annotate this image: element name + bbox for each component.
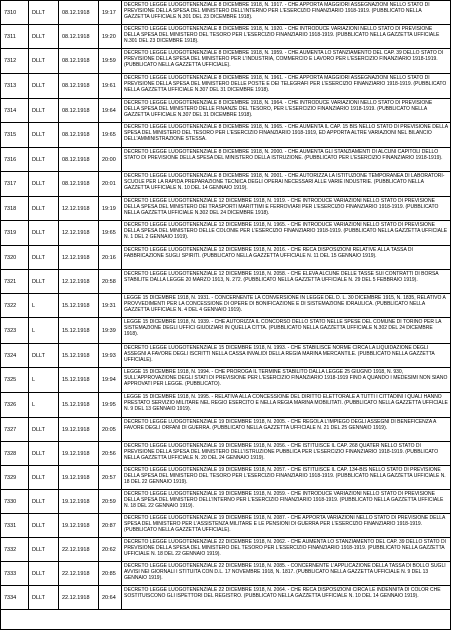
act-type: DLLT <box>29 221 59 245</box>
act-date: 19.12.1918 <box>59 466 99 489</box>
table-row <box>1 514 450 538</box>
act-code: 19:93 <box>99 344 122 367</box>
act-code: 19:61 <box>99 74 122 98</box>
act-type: DLLT <box>29 270 59 293</box>
table-row <box>1 172 450 197</box>
act-description: DECRETO LEGGE LUOGOTENENZIALE 8 DICEMBRE 1918, N. 1965. - CHE AUMENTA IL CAP. 15 BIS NELLO STATO DI PREVISIONE DELLA SPESA DEL MINISTERO DEL TESORO PER L'ESERCIZIO FINANZIARIO 1918-1919, ED APPORTA ALTRE VARIAZIONI NEL BILANCIO DELL'AMMINISTRAZIONE STESSA. <box>124 124 448 142</box>
act-description: DECRETO LEGGE LUOGOTENENZIALE 22 DICEMBRE 1918, N. 2064. - CHE RECA DISPOSIZIONI CIRCA LE INDENNITA DI COLOR CHE SOSTITUISCONO GLI ISPETTORI DEL REGISTRO. (PUBBLICATO NELLA GAZZETTA UFFICIALE N. 10 DEL 14 GENNAIO 1919). <box>124 587 441 599</box>
act-description-cell <box>122 490 450 513</box>
act-code: 19:65 <box>99 123 122 147</box>
act-type: DLLT <box>29 514 59 537</box>
act-date: 12.12.1918 <box>59 197 99 220</box>
table-row <box>1 1 450 25</box>
act-description: DECRETO LEGGE LUOGOTENENZIALE 22 DICEMBRE 1918, N. 2062. - CHE AUMENTA LO STANZIAMENTO DEL CAP. 39 DELLO STATO DI PREVISIONE DELLA SPESA DEL MINISTERO DEL TESORO PER L'ESERCIZIO FINANZIARIO 1918-1919. (PUBBLICATO NELLA GAZZETTA UFFICIALE N. 18 DEL 22 GENNAIO 1919). <box>124 539 446 557</box>
act-description-cell <box>122 221 450 245</box>
act-date: 19.12.1918 <box>59 490 99 513</box>
act-description: DECRETO LEGGE LUOGOTENENZIALE 12 DICEMBRE 1918, N. 1919. - CHE INTRODUCE VARIAZIONI NELLO STATO DI PREVISIONE DELLA SPESA DEL MINISTERO DEI TRASPORTI MARITTIMI E FERROVIARI PER L'ESERCIZIO FINANZIARIO 1918-1919. (PUBBLICATO NELLA GAZZETTA UFFICIALE N.302 DEL 24 DICEMBRE 1918). <box>124 198 439 216</box>
act-type: DLLT <box>29 442 59 465</box>
record-number: 7313 <box>1 74 29 98</box>
record-number: 7327 <box>1 418 29 441</box>
act-date: 08.12.1918 <box>59 172 99 196</box>
table-row <box>1 490 450 514</box>
record-number: 7329 <box>1 466 29 489</box>
record-number: 7333 <box>1 562 29 585</box>
act-type: L <box>29 393 59 417</box>
record-number: 7332 <box>1 538 29 561</box>
act-description-cell <box>122 562 450 585</box>
record-number: 7334 <box>1 586 29 609</box>
act-code: 19:94 <box>99 368 122 392</box>
act-type: DLLT <box>29 418 59 441</box>
act-description: LEGGE 15 DICEMBRE 1918, N. 1995. - RELATIVA ALLA CONCESSIONE DEL DIRITTO ELETTORALE A TUTTI I CITTADINI I QUALI HANNO PRESTATO SERVIZIO MILITARE NEL REGIO ESERCITO E NELLA REGIA MARINA MOBILITATI. (PUBBLICATO NELLA GAZZETTA UFFICIALE N. 9 DEL 13 GENNAIO 1919). <box>124 394 448 412</box>
record-number: 7312 <box>1 49 29 73</box>
record-number: 7310 <box>1 1 29 24</box>
act-description-cell <box>122 514 450 537</box>
act-code: 20:57 <box>99 466 122 489</box>
act-description: DECRETO LEGGE LUOGOTENENZIALE 8 DICEMBRE 1918, N. 1917. - CHE APPORTA MAGGIORI ASSEGNAZIONI NELLO STATO DI PREVISIONE DELLA SPESA DEL MINISTERO DELL'INTERNO PER L'ESERCIZIO FINANZIARIO 1918-1919. (PUBBLICATO NELLA GAZZETTA UFFICIALE N.301 DEL 23 DICEMBRE 1918). <box>124 2 430 20</box>
act-type: DLLT <box>29 123 59 147</box>
act-code: 19:20 <box>99 25 122 48</box>
record-number: 7317 <box>1 172 29 196</box>
act-description-cell <box>122 74 450 98</box>
act-date: 19.12.1918 <box>59 442 99 465</box>
table-row <box>1 49 450 74</box>
act-code: 20:00 <box>99 148 122 171</box>
act-description-cell <box>122 99 450 122</box>
act-description: DECRETO LEGGE LUOGOTENENZIALE 19 DICEMBRE 1918, N. 2087. - CHE APPORTA VARIAZIONI NELLO STATO DI PREVISIONE DELLA SPESA DEL MINISTERO PER L'ASSISTENZA MILITARE E LE PENSIONI DI GUERRA PER L'ESERCIZIO FINANZIARIO 1918-1919. (PUBBLICATO NELLA GAZZETTA UFFICIALE). <box>124 515 446 533</box>
act-type: DLLT <box>29 246 59 269</box>
act-code: 19:65 <box>99 221 122 245</box>
act-description-cell <box>122 442 450 465</box>
act-description-cell <box>122 318 450 343</box>
act-type: L <box>29 318 59 343</box>
act-date: 15.12.1918 <box>59 368 99 392</box>
act-description-cell <box>122 25 450 48</box>
table-row <box>1 99 450 123</box>
act-code: 19:19 <box>99 197 122 220</box>
table-row <box>1 221 450 246</box>
table-row <box>1 246 450 270</box>
act-code: 20:59 <box>99 490 122 513</box>
record-number: 7320 <box>1 246 29 269</box>
act-description-cell <box>122 49 450 73</box>
act-date: 15.12.1918 <box>59 344 99 367</box>
act-date: 12.12.1918 <box>59 221 99 245</box>
act-date: 08.12.1918 <box>59 25 99 48</box>
act-description: DECRETO LEGGE LUOGOTENENZIALE 12 DICEMBRE 1918, N. 1965. - CHE INTRODUCE VARIAZIONI NELLO STATO DI PREVISIONE DELLA SPESA DEL MINISTERO DELLE COLONIE PER L'ESERCIZIO FINANZIARIO 1918-1919. (PUBBLICATO NELLA GAZZETTA UFFICIALE N. 1 DEL 2 GENNAIO 1919). <box>124 222 448 240</box>
table-row <box>1 270 450 294</box>
act-date: 08.12.1918 <box>59 49 99 73</box>
table-row <box>1 442 450 466</box>
act-type: DLLT <box>29 562 59 585</box>
table-row <box>1 74 450 99</box>
act-date: 12.12.1918 <box>59 246 99 269</box>
record-number: 7322 <box>1 294 29 317</box>
table-row <box>1 318 450 344</box>
act-type: DLLT <box>29 74 59 98</box>
record-number: 7311 <box>1 25 29 48</box>
record-number: 7325 <box>1 368 29 392</box>
act-code: 19:31 <box>99 294 122 317</box>
act-description: DECRETO LEGGE LUOGOTENENZIALE 8 DICEMBRE 1918, N. 1959. - CHE AUMENTA LO STANZIAMENTO DEL CAP. 39 DELLO STATO DI PREVISIONE DELLA SPESA DEL MINISTERO PER L'INDUSTRIA, COMMERCIO E LAVORO PER L'ESERCIZIO FINANZIARIO 1918-1919. (PUBBLICATO NELLA GAZZETTA UFFICIALE). <box>124 50 444 68</box>
act-type: DLLT <box>29 25 59 48</box>
act-description: DECRETO LEGGE LUOGOTENENZIALE 22 DICEMBRE 1918, N. 2085. - CONCERNENTE L'APPLICAZIONE DELLA TASSA DI BOLLO SUGLI AVVISI NEI GIORNALI I STITUITA CON D.L. 17 NOVEMBRE 1918, N. 1817. (PUBBLICATO NELLA GAZZETTA UFFICIALE N. 9 DEL 13 GENNAIO 1919). <box>124 563 446 581</box>
table-row <box>1 148 450 172</box>
record-number: 7328 <box>1 442 29 465</box>
act-type: L <box>29 294 59 317</box>
act-description-cell <box>122 270 450 293</box>
table-row <box>1 344 450 368</box>
act-date: 22.12.1918 <box>59 562 99 585</box>
act-description-cell <box>122 1 450 24</box>
act-description: DECRETO LEGGE LUOGOTENENZIALE 8 DICEMBRE 1918, N. 2001. - CHE AUTORIZZA LA ISTITUZIONE TEMPORANEA DI LABORATORI-SCUOLE PER LA RAPIDA PREPARAZIONE TECNICA DEGLI OPERAI NECESSARI ALLE VARIE INDUSTRIE. (PUBBLICATO NELLA GAZZETTA UFFICIALE N. 10 DEL 14 GENNAIO 1919). <box>124 173 445 191</box>
record-number: 7314 <box>1 99 29 122</box>
act-code: 19:95 <box>99 393 122 417</box>
act-date: 08.12.1918 <box>59 148 99 171</box>
act-description: DECRETO LEGGE LUOGOTENENZIALE 12 DICEMBRE 1918, N. 2058. - CHE ELEVA ALCUNE DELLE TASSE SUI CONTRATTI DI BORSA STABILITE DALLA LEGGE 20 MARZO 1913, N. 272. (PUBBLICATO NELLA GAZZETTA UFFICIALE N. 29 DEL 5 FEBBRAIO 1919). <box>124 271 439 283</box>
act-type: DLLT <box>29 148 59 171</box>
act-date: 22.12.1918 <box>59 586 99 609</box>
act-description-cell <box>122 148 450 171</box>
act-date: 15.12.1918 <box>59 393 99 417</box>
record-number: 7315 <box>1 123 29 147</box>
act-description: LEGGE 15 DICEMBRE 1918, N. 1939. - CHE AUTORIZZA IL CONCORSO DELLO STATO NELLE SPESE DEL COMUNE DI TORINO PER LA SISTEMAZIONE DEGLI UFFICI GIUDIZIARI IN QUELLA CITTA. (PUBBLICATO NELLA GAZZETTA UFFICIALE N.302 DEL 24 DICEMBRE 1918). <box>124 319 442 337</box>
table-row <box>1 466 450 490</box>
table-row <box>1 418 450 442</box>
table-row <box>1 368 450 393</box>
act-description: DECRETO LEGGE LUOGOTENENZIALE 8 DICEMBRE 1918, N. 2000. - CHE AUMENTA GLI STANZIAMENTI DI ALCUNI CAPITOLI DELLO STATO DI PREVISIONE DELLA SPESA DEL MINISTERO DELLA ISTRUZIONE. (PUBBLICATO PER L'ESERCIZIO FINANZIARIO 1918-1919). <box>124 149 443 161</box>
table-row <box>1 562 450 586</box>
act-type: DLLT <box>29 538 59 561</box>
act-type: DLLT <box>29 490 59 513</box>
act-code: 20:01 <box>99 172 122 196</box>
record-number: 7318 <box>1 197 29 220</box>
record-number: 7326 <box>1 393 29 417</box>
act-description-cell <box>122 393 450 417</box>
act-code: 19:64 <box>99 99 122 122</box>
act-date: 15.12.1918 <box>59 318 99 343</box>
act-date: 15.12.1918 <box>59 294 99 317</box>
record-number: 7330 <box>1 490 29 513</box>
act-description-cell <box>122 344 450 367</box>
record-number: 7319 <box>1 221 29 245</box>
act-description-cell <box>122 538 450 561</box>
act-description-cell <box>122 123 450 147</box>
act-code: 19:39 <box>99 318 122 343</box>
act-description-cell <box>122 172 450 196</box>
act-type: DLLT <box>29 466 59 489</box>
table-row <box>1 393 450 418</box>
act-date: 08.12.1918 <box>59 99 99 122</box>
act-type: DLLT <box>29 99 59 122</box>
act-description-cell <box>122 466 450 489</box>
act-type: L <box>29 368 59 392</box>
act-code: 20:87 <box>99 514 122 537</box>
act-code: 20:62 <box>99 538 122 561</box>
act-description: LEGGE 15 DICEMBRE 1918, N. 1994. - CHE PROROGA IL TERMINE STABILITO DALLA LEGGE 25 GIUGNO 1918, N. 930, SULL'APPROVAZIONE DEGLI STATI DI PREVISIONE PER L'ESERCIZIO FINANZIARIO 1918-1919 FINO A QUANDO I MEDESIMI NON SIANO APPROVATI PER LEGGE. (PUBBLICATO). <box>124 369 448 387</box>
act-date: 19.12.1918 <box>59 418 99 441</box>
act-description: DECRETO LEGGE LUOGOTENENZIALE 19 DICEMBRE 1918, N. 2005. - CHE REGOLA L'IMPIEGO DEGLI ASSEGNI DI BENEFICENZA A FAVORE DEGLI ORFANI DI GUERRA. (PUBBLICATO NELLA GAZZETTA UFFICIALE N. 21 DEL 25 GENNAIO 1919). <box>124 419 437 431</box>
act-description-cell <box>122 294 450 317</box>
act-description: DECRETO LEGGE LUOGOTENENZIALE 19 DICEMBRE 1918, N. 2059. - CHE INTRODUCE VARIAZIONI NELLO STATO DI PREVISIONE DELLA SPESA DEL MINISTERO DELL'INTERNO PER L'ESERCIZIO FINANZIARIO 1918-1919. (PUBBLICATO NELLA GAZZETTA UFFICIALE N. 18 DEL 22 GENNAIO 1919). <box>124 491 444 509</box>
act-description-cell <box>122 418 450 441</box>
act-code: 19:17 <box>99 1 122 24</box>
act-code: 20:85 <box>99 562 122 585</box>
act-date: 08.12.1918 <box>59 123 99 147</box>
table-row <box>1 294 450 318</box>
act-code: 20:16 <box>99 246 122 269</box>
act-description-cell <box>122 246 450 269</box>
table-row <box>1 586 450 610</box>
record-number: 7316 <box>1 148 29 171</box>
table-row <box>1 197 450 221</box>
act-description: DECRETO LEGGE LUOGOTENENZIALE 8 DICEMBRE 1918, N. 1961. - CHE APPORTA MAGGIORI ASSEGNAZIONI NELLO STATO DI PREVISIONE DELLA SPESA DEL MINISTERO DELLE POSTE E DEI TELEGRAFI PER L'ESERCIZIO FINANZIARIO 1918-1919. (PUBBLICATO NELLA GAZZETTA UFFICIALE N.307 DEL 31 DICEMBRE 1918). <box>124 75 447 93</box>
act-date: 12.12.1918 <box>59 270 99 293</box>
act-code: 20:58 <box>99 270 122 293</box>
act-description-cell <box>122 197 450 220</box>
act-type: DLLT <box>29 586 59 609</box>
act-description: DECRETO LEGGE LUOGOTENENZIALE 19 DICEMBRE 1918, N. 2056. - CHE ISTITUISCE IL CAP. 268 QUATER NELLO STATO DI PREVISIONE DELLA SPESA DEL MINISTERO DELL'ISTRUZIONE PUBBLICA PER L'ESERCIZIO FINANZIARIO 1918-1919. (PUBBLICATO NELLA GAZZETTA UFFICIALE N. 20 DEL 24 GENNAIO 1919). <box>124 443 439 461</box>
act-date: 19.12.1918 <box>59 514 99 537</box>
act-type: DLLT <box>29 197 59 220</box>
act-type: DLLT <box>29 172 59 196</box>
act-type: DLLT <box>29 344 59 367</box>
act-date: 22.12.1918 <box>59 538 99 561</box>
table-row <box>1 25 450 49</box>
act-code: 19:59 <box>99 49 122 73</box>
act-description: DECRETO LEGGE LUOGOTENENZIALE 19 DICEMBRE 1918, N. 2057. - CHE ISTITUISCE IL CAP. 134-BIS NELLO STATO DI PREVISIONE DELLA SPESA DEL MINISTERO DEL TESORO PER L'ESERCIZIO FINANZIARIO 1918-1919. (PUBBLICATO NELLA GAZZETTA UFFICIALE N. 18 DEL 22 GENNAIO 1919). <box>124 467 446 485</box>
act-description-cell <box>122 368 450 392</box>
act-description: DECRETO LEGGE LUOGOTENENZIALE 12 DICEMBRE 1918, N. 2016. - CHE RECA DISPOSIZIONI RELATIVE ALLA TASSA DI FABBRICAZIONE SUGLI SPIRITI. (PUBBLICATO NELLA GAZZETTA UFFICIALE N. 11 DEL 15 GENNAIO 1919). <box>124 247 413 259</box>
act-description: DECRETO LEGGE LUOGOTENENZIALE 8 DICEMBRE 1918, N. 1964. - CHE INTRODUCE VARIAZIONI NELLO STATO DI PREVISIONE DELLA SPESA DEL MINISTERO DELLE FINANZE DEL TESORO, PER L'ESERCIZIO FINANZIARIO 1918-1919. (PUBBLICATO NELLA GAZZETTA UFFICIALE N.307 DEL 31 DICEMBRE 1918). <box>124 100 433 118</box>
act-type: DLLT <box>29 1 59 24</box>
record-number: 7323 <box>1 318 29 343</box>
record-number: 7324 <box>1 344 29 367</box>
record-number: 7321 <box>1 270 29 293</box>
act-code: 20:64 <box>99 586 122 609</box>
act-date: 08.12.1918 <box>59 1 99 24</box>
act-type: DLLT <box>29 49 59 73</box>
table-row <box>1 123 450 148</box>
act-code: 20:05 <box>99 418 122 441</box>
act-code: 20:56 <box>99 442 122 465</box>
table-row <box>1 538 450 562</box>
act-description-cell <box>122 586 450 609</box>
act-description: DECRETO LEGGE LUOGOTENENZIALE 15 DICEMBRE 1918, N. 1993. - CHE STABILISCE NORME CIRCA LA LIQUIDAZIONE DEGLI ASSEGNI A FAVORE DEGLI ISCRITTI NELLA CASSA INVALIDI DELLA REGIA MARINA MERCANTILE. (PUBBLICATO NELLA GAZZETTA UFFICIALE). <box>124 345 435 363</box>
act-description: LEGGE 15 DICEMBRE 1918, N. 1931. - CONCERNENTE LA CONVERSIONE IN LEGGE DEL D. L. 30 DICEMBRE 1915, N. 1835, RELATIVO A PROVVEDIMENTI PER LA CONCESSIONE DI OPERE DI BONIFICAZIONE E DI SISTEMAZIONE IDRAULICA. (PUBBLICATO NELLA GAZZETTA UFFICIALE N. 4 DEL 4 GENNAIO 1919). <box>124 295 446 313</box>
act-description: DECRETO LEGGE LUOGOTENENZIALE 8 DICEMBRE 1918, N. 1920. - CHE INTRODUCE VARIAZIONI NELLO STATO DI PREVISIONE DELLA SPESA DEL MINISTERO DEL TESORO PER L'ESERCIZIO FINANZIARIO 1918-1919. (PUBBLICATO NELLA GAZZETTA UFFICIALE N.301 DEL 23 DICEMBRE 1918). <box>124 26 440 44</box>
record-number: 7331 <box>1 514 29 537</box>
act-date: 08.12.1918 <box>59 74 99 98</box>
